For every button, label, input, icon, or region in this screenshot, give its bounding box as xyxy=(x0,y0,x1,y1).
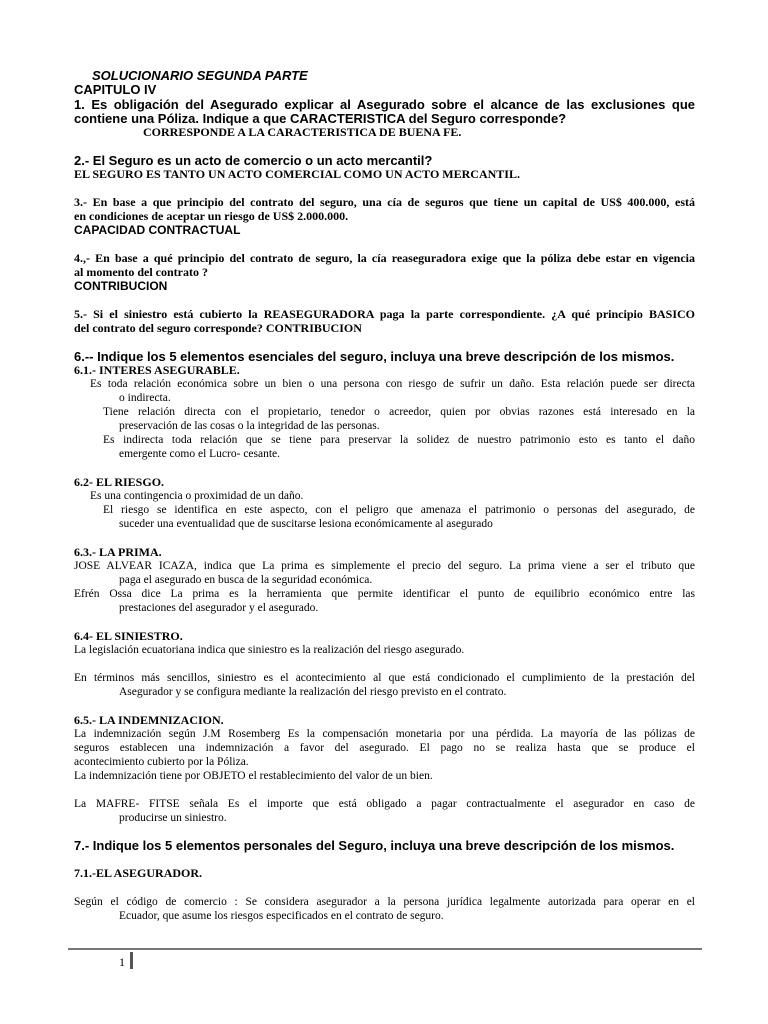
text-line-l03: 1. Es obligación del Asegurado explicar al Asegurado sobre el alcance de las exclusiones que xyxy=(74,97,695,112)
text-line-l25: Es una contingencia o proximidad de un daño. xyxy=(90,490,304,502)
text-line-l31: Efrén Ossa dice La prima es la herramienta que permite identificar el punto de equilibrio económico entre las xyxy=(74,588,695,600)
text-line-l35: En términos más sencillos, siniestro es el acontecimiento al que está condicionado el cumplimiento de la prestación del xyxy=(74,672,695,684)
text-line-l45: 7.1.-EL ASEGURADOR. xyxy=(74,866,203,880)
text-line-l16: 6.-- Indique los 5 elementos esenciales del seguro, incluya una breve descripción de los mismos. xyxy=(74,349,675,364)
text-line-l26: El riesgo se identifica en este aspecto, con el peligro que amenaza el patrimonio o personas del asegurado, de xyxy=(103,504,695,516)
text-line-l37: 6.5.- LA INDEMNIZACION. xyxy=(74,713,224,727)
text-line-l27: suceder una eventualidad que de suscitarse lesiona económicamente al asegurado xyxy=(119,518,493,530)
page-number-bar xyxy=(130,952,133,969)
text-line-l04: contiene una Póliza. Indique a que CARACTERISTICA del Seguro corresponde? xyxy=(74,111,567,126)
text-line-l17: 6.1.- INTERES ASEGURABLE. xyxy=(74,363,240,377)
text-line-l46: Según el código de comercio : Se considera asegurador a la persona jurídica legalmente autorizada para operar en el xyxy=(74,896,695,908)
text-line-l47: Ecuador, que asume los riesgos especificados en el contrato de seguro. xyxy=(119,910,444,922)
text-line-l32: prestaciones del asegurador y el asegurado. xyxy=(119,602,319,614)
text-line-l09: en condiciones de aceptar un riesgo de US$ 2.000.000. xyxy=(74,209,349,223)
text-line-l15: del contrato del seguro corresponde? CONTRIBUCION xyxy=(74,321,362,335)
text-line-l30: paga el asegurado en busca de la seguridad económica. xyxy=(119,574,373,586)
text-line-l08: 3.- En base a que principio del contrato del seguro, una cía de seguros que tiene un capital de US$ 400.000, está xyxy=(74,195,695,209)
text-line-l20: Tiene relación directa con el propietario, tenedor o acreedor, quien por obvias razones está interesado en la xyxy=(103,406,695,418)
text-line-l43: producirse un siniestro. xyxy=(119,812,227,824)
text-line-l40: acontecimiento cubierto por la Póliza. xyxy=(74,756,249,768)
text-line-l01: SOLUCIONARIO SEGUNDA PARTE xyxy=(92,68,308,83)
text-line-l29: JOSE ALVEAR ICAZA, indica que La prima es simplemente el precio del seguro. La prima viene a ser el tributo que xyxy=(74,560,695,572)
footer-rule xyxy=(68,948,702,950)
text-line-l38: La indemnización según J.M Rosemberg Es la compensación monetaria por una pérdida. La mayoría de las pólizas de xyxy=(74,728,695,740)
text-line-l39: seguros establecen una indemnización a favor del asegurado. El pago no se realiza hasta que se produce el xyxy=(74,742,695,754)
text-line-l24: 6.2- EL RIESGO. xyxy=(74,475,165,489)
text-line-l33: 6.4- EL SINIESTRO. xyxy=(74,629,183,643)
text-line-l23: emergente como el Lucro- cesante. xyxy=(119,448,281,460)
text-line-l41: La indemnización tiene por OBJETO el restablecimiento del valor de un bien. xyxy=(74,770,433,782)
text-line-l07: EL SEGURO ES TANTO UN ACTO COMERCIAL COMO UN ACTO MERCANTIL. xyxy=(74,167,520,181)
text-line-l18: Es toda relación económica sobre un bien o una persona con riesgo de sufrir un daño. Esta relación puede ser directa xyxy=(90,378,695,390)
text-line-l14: 5.- Si el siniestro está cubierto la REASEGURADORA paga la parte correspondiente. ¿A qué principio BASICO xyxy=(74,307,695,321)
page-number: 1 xyxy=(119,955,125,969)
text-line-l11: 4.,- En base a qué principio del contrato de seguro, la cía reaseguradora exige que la póliza debe estar en vigencia xyxy=(74,251,695,265)
text-line-l06: 2.- El Seguro es un acto de comercio o un acto mercantil? xyxy=(74,153,433,168)
text-line-l36: Asegurador y se configura mediante la realización del riesgo previsto en el contrato. xyxy=(119,686,507,698)
text-line-l13: CONTRIBUCION xyxy=(74,279,168,293)
text-line-l28: 6.3.- LA PRIMA. xyxy=(74,545,162,559)
text-line-l02: CAPITULO IV xyxy=(74,82,157,97)
text-line-l05: CORRESPONDE A LA CARACTERISTICA DE BUENA FE. xyxy=(143,125,462,139)
text-line-l19: o indirecta. xyxy=(119,392,171,404)
text-line-l34: La legislación ecuatoriana indica que siniestro es la realización del riesgo asegurado. xyxy=(74,644,465,656)
text-line-l10: CAPACIDAD CONTRACTUAL xyxy=(74,223,241,237)
text-line-l22: Es indirecta toda relación que se tiene para preservar la solidez de nuestro patrimonio esto es tanto el daño xyxy=(103,434,695,446)
text-line-l21: preservación de las cosas o la integridad de las personas. xyxy=(119,420,380,432)
text-line-l12: al momento del contrato ? xyxy=(74,265,208,279)
text-line-l44: 7.- Indique los 5 elementos personales del Seguro, incluya una breve descripción de los mismos. xyxy=(74,838,675,853)
text-line-l42: La MAFRE- FITSE señala Es el importe que está obligado a pagar contractualmente el asegurador en caso de xyxy=(74,798,695,810)
